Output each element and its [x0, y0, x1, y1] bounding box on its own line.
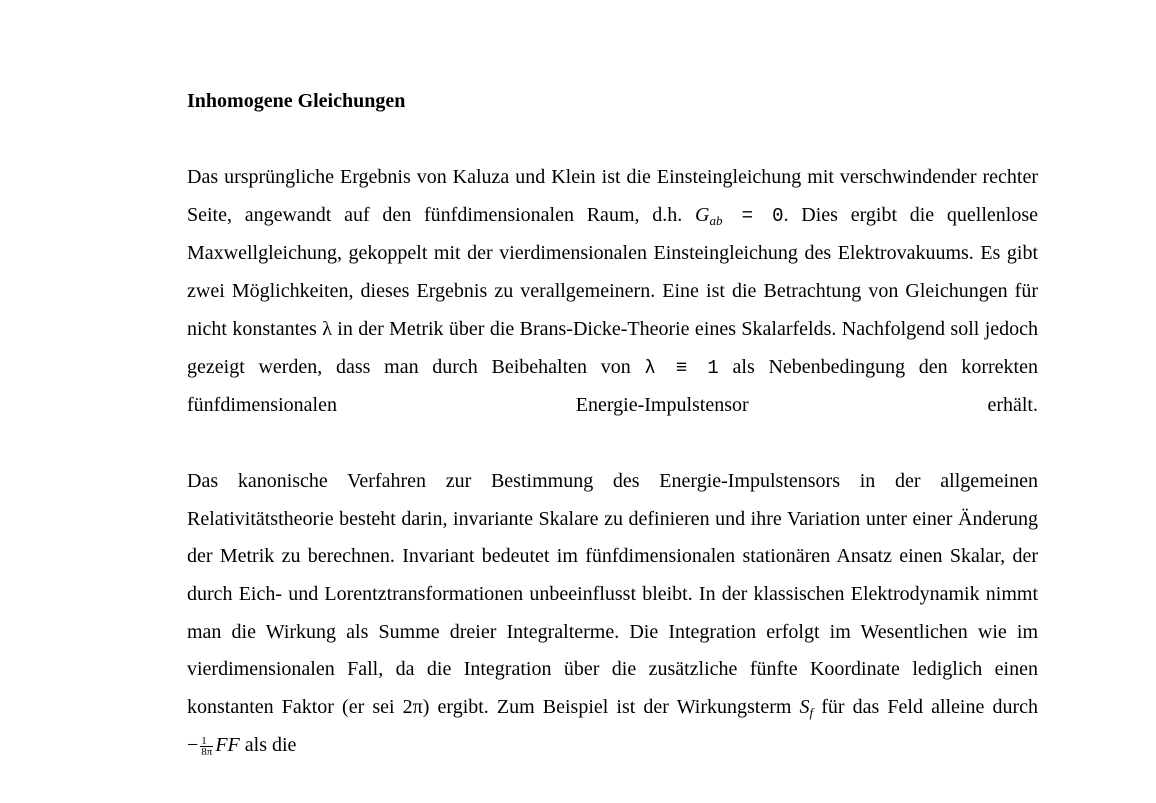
equation-lambda-identity: λ ≡ 1 [644, 356, 719, 379]
document-body [187, 86, 1038, 765]
equation-s-symbol: S [799, 696, 810, 719]
equation-fraction [200, 736, 213, 757]
paragraph-2-text-1: Das kanonische Verfahren zur Bestimmung des Energie-Impulstensors in der allgemeinen Relativitätstheorie besteht darin, invariante Skalare zu definieren und ihre Variation unter einer Änderung der Metrik zu berechnen. Invariant bedeutet im fünfdimensionalen stationären Ansatz einen Skalar, der durch Eich- und Lorentztransformationen unbeeinflusst bleibt. In der klassischen Elektrodynamik nimmt man die Wirkung als Summe dreier Integralterme. Die Integration erfolgt im Wesentlichen wie im vierdimensionalen Fall, da die Integration über die zusätzliche fünfte Koordinate lediglich einen konstanten Faktor (er sei 2π) ergibt. Zum Beispiel ist der Wirkungsterm [187, 469, 1038, 719]
fraction-numerator: 1 [200, 736, 213, 747]
paragraph-2-text-3: als die [239, 733, 297, 756]
lambda-symbol: λ [322, 317, 332, 340]
equation-ff: FF [215, 733, 240, 756]
paragraph-1 [187, 159, 1038, 425]
equation-g-subscript: ab [709, 212, 723, 228]
paragraph-2 [187, 463, 1038, 765]
paragraph-1-text-3: in der Metrik über die Brans-Dicke-Theorie eines Skalarfelds. Nachfolgend soll jedoch gezeigt werden, dass man durch Beibehalten von [187, 317, 1038, 378]
equation-minus-sign: − [187, 733, 199, 756]
equation-g-symbol: G [695, 203, 710, 226]
equation-s-f [799, 696, 814, 721]
paragraph-2-text-2: für das Feld alleine durch [813, 696, 1038, 719]
equation-s-subscript: f [809, 705, 814, 721]
equation-g-ab [695, 204, 784, 226]
equation-g-rhs: = 0 [722, 204, 784, 227]
fraction-denominator: 8π [201, 745, 213, 758]
paragraph-1-text-2: . Dies ergibt die quellenlose Maxwellgleichung, gekoppelt mit der vierdimensionalen Einsteingleichung des Elektrovakuums. Es gibt zwei Möglichkeiten, dieses Ergebnis zu verallgemeinern. Eine ist die Betrachtung von Gleichungen für nicht konstantes [187, 203, 1039, 340]
section-heading: Inhomogene Gleichungen [187, 90, 406, 112]
paragraph-1-text-4: als Nebenbedingung den korrekten fünfdimensionalen Energie-Impulstensor erhält. [187, 355, 1038, 417]
paragraph-1-text-1: Das ursprüngliche Ergebnis von Kaluza und Klein ist die Einsteingleichung mit verschwindender rechter Seite, angewandt auf den fünfdimensionalen Raum, d.h. [187, 166, 1038, 226]
equation-field-term [187, 734, 240, 756]
